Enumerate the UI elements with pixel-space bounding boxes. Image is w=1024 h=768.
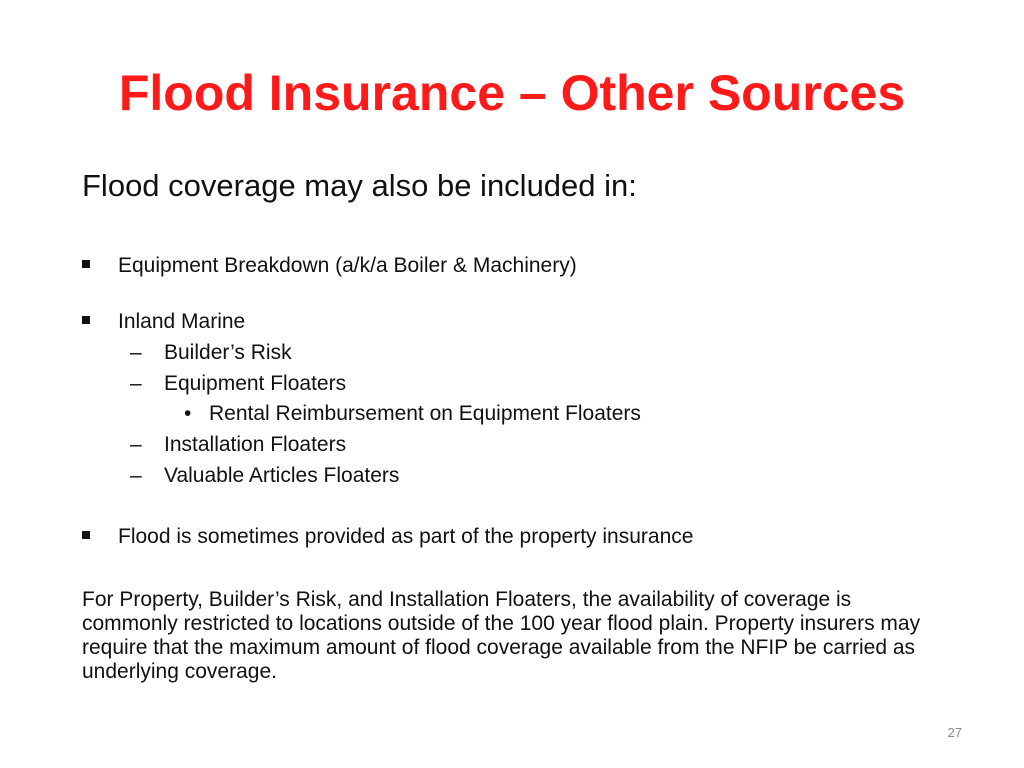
- bullet-item: [82, 310, 245, 334]
- dot-bullet-icon: •: [184, 402, 192, 425]
- square-bullet-icon: [82, 316, 90, 324]
- page-number: 27: [947, 725, 962, 740]
- sub-item: [130, 464, 399, 488]
- bullet-item: [82, 525, 693, 549]
- sub-item: [130, 341, 292, 365]
- dash-icon: –: [130, 464, 142, 487]
- sub-item-label: Installation Floaters: [164, 433, 347, 456]
- dash-icon: –: [130, 341, 142, 364]
- sub-item-label: Equipment Floaters: [164, 372, 347, 395]
- sub-item-label: Valuable Articles Floaters: [164, 464, 400, 487]
- bullet-label: Inland Marine: [118, 310, 246, 333]
- square-bullet-icon: [82, 531, 90, 539]
- sub-sub-item-label: Rental Reimbursement on Equipment Floaters: [209, 402, 641, 425]
- slide-title: Flood Insurance – Other Sources: [118, 65, 906, 121]
- dash-icon: –: [130, 372, 142, 395]
- sub-item: [130, 433, 346, 457]
- bullet-label: Flood is sometimes provided as part of the property insurance: [118, 525, 694, 548]
- intro-text: Flood coverage may also be included in:: [82, 168, 637, 203]
- bullet-item: [82, 254, 577, 278]
- dash-icon: –: [130, 433, 142, 456]
- sub-item: [130, 372, 346, 396]
- sub-item-label: Builder’s Risk: [164, 341, 292, 364]
- body-paragraph: For Property, Builder’s Risk, and Installation Floaters, the availability of coverage is commonly restricted to locations outside of the 100 year flood plain. Property insurers may require that the maximum amount of flood coverage available from the NFIP be carried as underlying coverage.: [82, 588, 921, 683]
- sub-sub-item: [184, 402, 641, 426]
- square-bullet-icon: [82, 260, 90, 268]
- bullet-label: Equipment Breakdown (a/k/a Boiler & Machinery): [118, 254, 577, 277]
